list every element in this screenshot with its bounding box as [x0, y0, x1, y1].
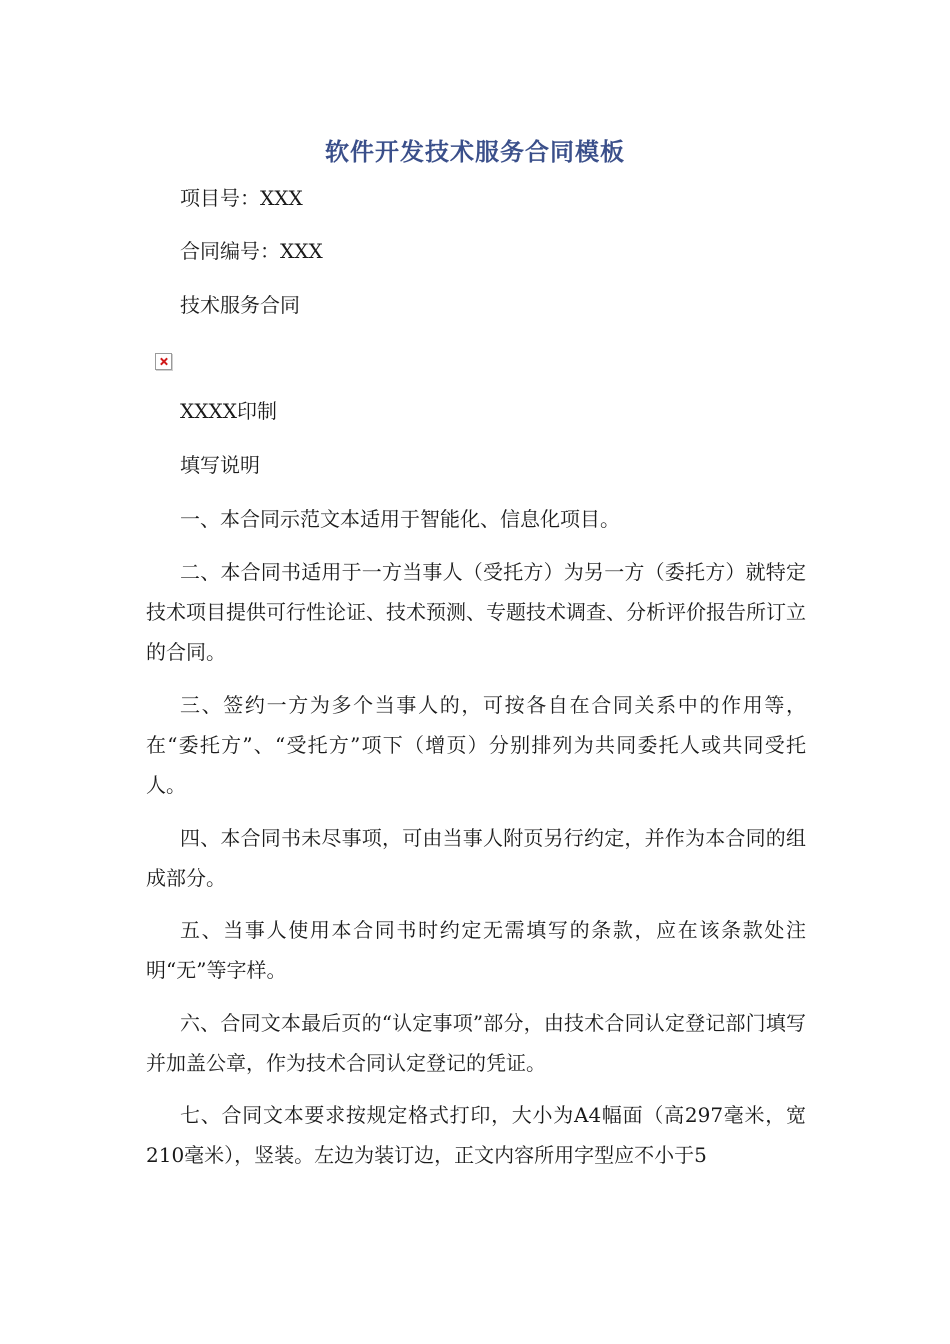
- instruction-item-5: 五、当事人使用本合同书时约定无需填写的条款，应在该条款处注明“无”等字样。: [146, 918, 806, 982]
- contract-type: 技术服务合同: [180, 293, 300, 317]
- document-title: 软件开发技术服务合同模板: [325, 138, 625, 166]
- contract-number: 合同编号：XXX: [180, 239, 323, 263]
- instruction-item-7: 七、合同文本要求按规定格式打印，大小为A4幅面（高297毫米，宽210毫米），竖装。左边为装订边，正文内容所用字型应不小于5: [146, 1103, 806, 1167]
- project-number: 项目号：XXX: [180, 186, 303, 210]
- instruction-item-3: 三、签约一方为多个当事人的，可按各自在合同关系中的作用等，在“委托方”、“受托方”项下（增页）分别排列为共同委托人或共同受托人。: [146, 693, 806, 797]
- instruction-item-1: 一、本合同示范文本适用于智能化、信息化项目。: [180, 507, 620, 531]
- instruction-item-2: 二、本合同书适用于一方当事人（受托方）为另一方（委托方）就特定技术项目提供可行性论证、技术预测、专题技术调查、分析评价报告所订立的合同。: [146, 560, 806, 664]
- instruction-item-6: 六、合同文本最后页的“认定事项”部分，由技术合同认定登记部门填写并加盖公章，作为技术合同认定登记的凭证。: [146, 1011, 806, 1075]
- instruction-item-4: 四、本合同书未尽事项，可由当事人附页另行约定，并作为本合同的组成部分。: [146, 826, 806, 890]
- broken-image-icon: [155, 353, 172, 370]
- instructions-heading: 填写说明: [180, 453, 260, 477]
- printer-label: XXXX印制: [180, 399, 277, 423]
